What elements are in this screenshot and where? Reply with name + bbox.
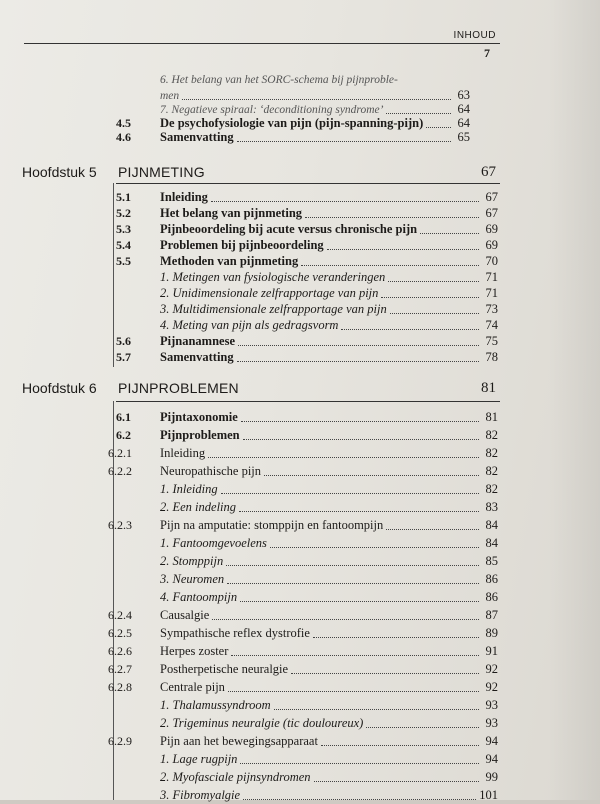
toc-entry-page: 82 — [485, 428, 498, 442]
chapter-6-label: Hoofdstuk 6 — [22, 380, 97, 396]
leader-dots — [327, 249, 479, 250]
toc-entry-number: 6.2.6 — [108, 644, 132, 658]
leader-dots — [314, 781, 479, 782]
toc-entry-title: Pijnbeoordeling bij acute versus chronische pijn — [160, 222, 418, 236]
toc-entry — [0, 752, 600, 768]
toc-entry-number: 4.6 — [116, 130, 131, 144]
toc-entry-line — [160, 608, 498, 623]
toc-entry-page: 94 — [485, 734, 498, 748]
toc-entry — [0, 554, 600, 570]
toc-entry-title: 2. Myofasciale pijnsyndromen — [160, 770, 311, 784]
toc-entry-title: Herpes zoster — [160, 644, 229, 658]
toc-entry-line — [160, 770, 498, 785]
toc-entry — [0, 130, 600, 146]
toc-entry-number: 6.2.9 — [108, 734, 132, 748]
toc-entry-title: Inleiding — [160, 446, 206, 460]
toc-entry-line — [160, 518, 498, 533]
toc-entry-line — [160, 500, 498, 515]
toc-entry — [0, 254, 600, 270]
toc-entry-page: 82 — [485, 464, 498, 478]
leader-dots — [426, 127, 451, 128]
leader-dots — [301, 265, 479, 266]
toc-entry-page: 69 — [485, 222, 498, 236]
toc-entry-title: 3. Neuromen — [160, 572, 225, 586]
toc-entry-page: 81 — [485, 410, 498, 424]
toc-entry-title: men — [160, 90, 180, 102]
toc-entry-page: 64 — [457, 102, 470, 116]
toc-entry-line — [160, 350, 498, 365]
chapter-6-title: PIJNPROBLEMEN — [118, 380, 239, 396]
leader-dots — [228, 691, 479, 692]
chapter-5-title: PIJNMETING — [118, 164, 205, 180]
leader-dots — [274, 709, 479, 710]
toc-entry — [0, 238, 600, 254]
toc-entry-line — [160, 788, 498, 803]
toc-entry-title: 3. Fibromyalgie — [160, 788, 241, 802]
toc-entry-page: 89 — [485, 626, 498, 640]
leader-dots — [240, 601, 479, 602]
toc-entry-title: 1. Lage rugpijn — [160, 752, 238, 766]
toc-entry-title: 4. Meting van pijn als gedragsvorm — [160, 318, 339, 332]
leader-dots — [386, 529, 479, 530]
leader-dots — [270, 547, 479, 548]
leader-dots — [237, 361, 479, 362]
toc-entry — [0, 662, 600, 678]
toc-entry-title: Samenvatting — [160, 130, 234, 144]
toc-entry-page: 70 — [485, 254, 498, 268]
toc-entry-page: 92 — [485, 662, 498, 676]
toc-entry-line — [160, 74, 470, 86]
running-head: INHOUD — [453, 30, 496, 41]
toc-entry — [0, 572, 600, 588]
toc-entry-page: 101 — [479, 788, 498, 802]
toc-entry-title: 4. Fantoompijn — [160, 590, 238, 604]
toc-entry — [0, 608, 600, 624]
toc-entry-line — [160, 116, 470, 131]
toc-entry-title: Postherpetische neuralgie — [160, 662, 289, 676]
leader-dots — [237, 141, 451, 142]
toc-entry — [0, 428, 600, 444]
chapter-5-page: 67 — [481, 164, 496, 180]
toc-entry-line — [160, 536, 498, 551]
leader-dots — [321, 745, 479, 746]
toc-entry — [0, 536, 600, 552]
toc-entry-page: 84 — [485, 518, 498, 532]
toc-entry — [0, 644, 600, 660]
toc-entry-line — [160, 752, 498, 767]
leader-dots — [238, 345, 479, 346]
toc-entry-line — [160, 334, 498, 349]
toc-entry-number: 4.5 — [116, 116, 131, 130]
page-number: 7 — [484, 46, 490, 60]
toc-entry — [0, 734, 600, 750]
leader-dots — [239, 511, 479, 512]
leader-dots — [291, 673, 479, 674]
toc-entry-page: 86 — [485, 590, 498, 604]
toc-entry-page: 71 — [485, 270, 498, 284]
toc-entry — [0, 286, 600, 302]
toc-entry-number: 5.7 — [116, 350, 131, 364]
toc-entry-line — [160, 410, 498, 425]
toc-entry-line — [160, 270, 498, 285]
toc-entry-title: 1. Metingen van fysiologische veranderingen — [160, 270, 386, 284]
toc-entry — [0, 482, 600, 498]
toc-entry — [0, 270, 600, 286]
chapter-5-rule — [116, 183, 500, 184]
toc-entry-number: 6.2.8 — [108, 680, 132, 694]
toc-entry — [0, 206, 600, 222]
leader-dots — [386, 113, 451, 114]
toc-entry — [0, 518, 600, 534]
toc-entry — [0, 190, 600, 206]
toc-entry — [0, 334, 600, 350]
toc-entry-line — [160, 482, 498, 497]
leader-dots — [241, 421, 479, 422]
toc-entry-number: 5.1 — [116, 190, 131, 204]
toc-entry-line — [160, 206, 498, 221]
toc-entry-title: 1. Fantoomgevoelens — [160, 536, 267, 550]
toc-entry-page: 99 — [485, 770, 498, 784]
leader-dots — [243, 439, 479, 440]
toc-entry-number: 6.2.1 — [108, 446, 132, 460]
toc-entry-number: 6.2.7 — [108, 662, 132, 676]
toc-entry-title: 2. Stomppijn — [160, 554, 224, 568]
toc-entry-title: Pijnproblemen — [160, 428, 240, 442]
toc-entry-title: 1. Thalamussyndroom — [160, 698, 271, 712]
toc-entry-page: 85 — [485, 554, 498, 568]
toc-entry-title: Pijnanamnese — [160, 334, 235, 348]
toc-entry — [0, 410, 600, 426]
toc-entry — [0, 698, 600, 714]
chapter-6-page: 81 — [481, 380, 496, 396]
toc-entry-title: Samenvatting — [160, 350, 234, 364]
chapter-6-heading — [0, 380, 600, 402]
leader-dots — [182, 99, 451, 100]
leader-dots — [305, 217, 479, 218]
toc-entry — [0, 590, 600, 606]
toc-entry-title: Inleiding — [160, 190, 208, 204]
toc-entry-line — [160, 662, 498, 677]
toc-entry-line — [160, 572, 498, 587]
toc-entry — [0, 788, 600, 804]
leader-dots — [221, 493, 479, 494]
toc-entry-title: 2. Trigeminus neuralgie (tic douloureux) — [160, 716, 364, 730]
leader-dots — [390, 313, 479, 314]
toc-entry-line — [160, 734, 498, 749]
toc-entry — [0, 464, 600, 480]
toc-entry-number: 5.4 — [116, 238, 131, 252]
toc-entry-page: 67 — [485, 190, 498, 204]
chapter-6-rule — [116, 401, 500, 402]
toc-entry-number: 6.2.3 — [108, 518, 132, 532]
toc-entry-title: 2. Een indeling — [160, 500, 237, 514]
leader-dots — [211, 201, 479, 202]
toc-entry-page: 63 — [457, 88, 470, 102]
toc-entry-title: Het belang van pijnmeting — [160, 206, 303, 220]
toc-entry-number: 6.2.5 — [108, 626, 132, 640]
toc-entry — [0, 680, 600, 696]
leader-dots — [264, 475, 479, 476]
toc-entry-page: 69 — [485, 238, 498, 252]
toc-entry-line — [160, 286, 498, 301]
toc-entry-line — [160, 428, 498, 443]
toc-entry-line — [160, 698, 498, 713]
toc-entry — [0, 626, 600, 642]
toc-entry-page: 92 — [485, 680, 498, 694]
toc-entry-line — [160, 590, 498, 605]
toc-entry-line — [160, 680, 498, 695]
leader-dots — [366, 727, 479, 728]
toc-entry-number: 5.2 — [116, 206, 131, 220]
toc-entry — [0, 350, 600, 366]
toc-entry-number: 5.5 — [116, 254, 131, 268]
toc-entry-title: Neuropathische pijn — [160, 464, 262, 478]
toc-entry-line — [160, 626, 498, 641]
toc-entry-page: 86 — [485, 572, 498, 586]
toc-entry-title: Methoden van pijnmeting — [160, 254, 299, 268]
toc-entry-title: Sympathische reflex dystrofie — [160, 626, 310, 640]
toc-entry-page: 94 — [485, 752, 498, 766]
toc-entry-line — [160, 446, 498, 461]
toc-entry-title: Pijn aan het bewegingsapparaat — [160, 734, 318, 748]
top-rule — [24, 43, 500, 44]
toc-entry-line — [160, 302, 498, 317]
toc-entry-title: Causalgie — [160, 608, 210, 622]
toc-entry-number: 5.6 — [116, 334, 131, 348]
toc-entry-line — [160, 644, 498, 659]
toc-entry-page: 64 — [457, 116, 470, 130]
toc-entry-page: 93 — [485, 716, 498, 730]
toc-entry — [0, 500, 600, 516]
toc-entry-title: Problemen bij pijnbeoordeling — [160, 238, 324, 252]
toc-entry-page: 71 — [485, 286, 498, 300]
toc-entry-number: 5.3 — [116, 222, 131, 236]
toc-entry — [0, 302, 600, 318]
toc-entry-page: 73 — [485, 302, 498, 316]
toc-entry-page: 87 — [485, 608, 498, 622]
toc-entry-number: 6.2 — [116, 428, 131, 442]
toc-entry-page: 91 — [485, 644, 498, 658]
leader-dots — [208, 457, 479, 458]
toc-entry — [0, 222, 600, 238]
toc-entry-line — [160, 554, 498, 569]
leader-dots — [420, 233, 479, 234]
leader-dots — [313, 637, 479, 638]
toc-entry-page: 67 — [485, 206, 498, 220]
toc-entry-line — [160, 464, 498, 479]
toc-entry-page: 93 — [485, 698, 498, 712]
leader-dots — [226, 565, 479, 566]
toc-entry-title: 6. Het belang van het SORC-schema bij pijnproble- — [160, 74, 398, 86]
toc-entry-line — [160, 318, 498, 333]
toc-entry-line — [160, 716, 498, 731]
toc-entry-page: 84 — [485, 536, 498, 550]
toc-entry-page: 74 — [485, 318, 498, 332]
toc-entry-page: 75 — [485, 334, 498, 348]
toc-entry-title: 3. Multidimensionale zelfrapportage van pijn — [160, 302, 387, 316]
toc-entry-page: 78 — [485, 350, 498, 364]
toc-entry — [0, 318, 600, 334]
toc-entry-title: 7. Negatieve spiraal: ‘deconditioning syndrome’ — [160, 104, 384, 116]
toc-entry-page: 82 — [485, 446, 498, 460]
leader-dots — [388, 281, 479, 282]
toc-entry — [0, 446, 600, 462]
toc-entry-number: 6.1 — [116, 410, 131, 424]
toc-entry-number: 6.2.2 — [108, 464, 132, 478]
toc-entry-title: De psychofysiologie van pijn (pijn-spanning-pijn) — [160, 116, 424, 130]
leader-dots — [240, 763, 479, 764]
toc-entry — [0, 770, 600, 786]
toc-entry-line — [160, 88, 470, 103]
toc-entry-line — [160, 238, 498, 253]
toc-entry-title: 2. Unidimensionale zelfrapportage van pijn — [160, 286, 379, 300]
toc-entry-title: Pijn na amputatie: stomppijn en fantoompijn — [160, 518, 384, 532]
toc-entry-page: 82 — [485, 482, 498, 496]
leader-dots — [227, 583, 479, 584]
leader-dots — [341, 329, 479, 330]
leader-dots — [381, 297, 479, 298]
leader-dots — [231, 655, 479, 656]
toc-entry-line — [160, 190, 498, 205]
toc-entry-title: Pijntaxonomie — [160, 410, 238, 424]
toc-entry-title: Centrale pijn — [160, 680, 225, 694]
toc-entry-page: 65 — [457, 130, 470, 144]
leader-dots — [212, 619, 479, 620]
toc-entry-line — [160, 254, 498, 269]
toc-entry — [0, 716, 600, 732]
toc-entry-title: 1. Inleiding — [160, 482, 218, 496]
toc-entry-line — [160, 102, 470, 117]
toc-entry-number: 6.2.4 — [108, 608, 132, 622]
toc-entry-line — [160, 130, 470, 145]
toc-entry-line — [160, 222, 498, 237]
toc-entry-page: 83 — [485, 500, 498, 514]
chapter-5-label: Hoofdstuk 5 — [22, 164, 97, 180]
